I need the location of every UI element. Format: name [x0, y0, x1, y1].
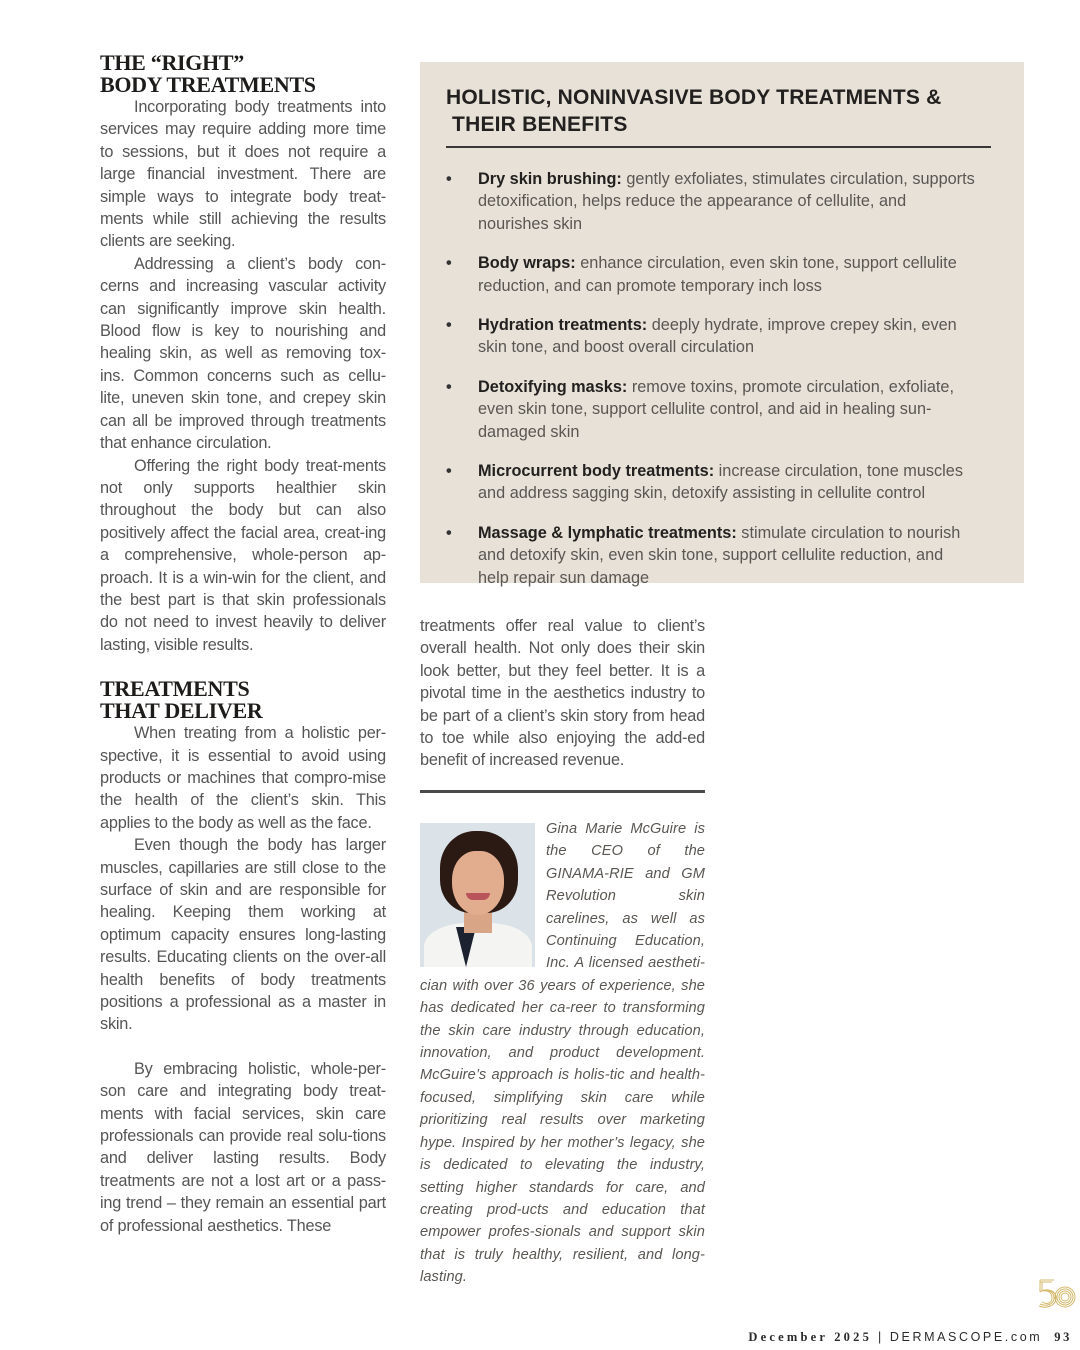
item-term: Microcurrent body treatments:: [478, 462, 715, 481]
heading-line: THAT DELIVER: [100, 698, 263, 724]
body-paragraph: Even though the body has larger muscles, capillaries are still close to the surface of skin and are responsible for healing. Keeping them working at optimum capacity ensures long-lasting results. Educating clients on the over-all health benefits of body treatments positions a professional as a master in skin.: [100, 836, 386, 1034]
bullet-icon: •: [446, 170, 452, 188]
benefits-sidebar-box: [420, 62, 1024, 587]
list-item: [446, 460, 998, 505]
sidebar-title: [446, 84, 998, 138]
bullet-icon: •: [446, 377, 452, 396]
item-description: remove toxins, promote circulation, exfoliate, even skin tone, support cellulite control, and aid in healing sun-damaged skin: [478, 377, 954, 441]
footer-separator: |: [878, 1330, 884, 1344]
author-bio-divider: [420, 790, 705, 793]
item-description: gently exfoliates, stimulates circulation, supports detoxification, helps reduce the appearance of cellulite, and nourishes skin: [478, 170, 975, 233]
issue-date: December 2025: [748, 1330, 873, 1344]
author-photo: [420, 823, 535, 967]
bullet-icon: •: [446, 316, 452, 335]
left-column: [100, 52, 386, 1237]
author-bio: [420, 818, 705, 1289]
heading-line: TREATMENTS: [100, 676, 250, 702]
item-term: Dry skin brushing:: [478, 170, 622, 188]
item-term: Hydration treatments:: [478, 316, 648, 335]
item-description: stimulate circulation to nourish and detoxify skin, even skin tone, support cellulite reduction, and help repair sun damage: [478, 523, 961, 587]
item-term: Body wraps:: [478, 254, 576, 273]
body-paragraph: Incorporating body treatments into services may require adding more time to sessions, but it does not require a large financial investment. There are simple ways to integrate body treat-ments while still achieving the results clients are seeking.: [100, 98, 386, 251]
list-item: [446, 168, 998, 235]
item-description: increase circulation, tone muscles and address sagging skin, detoxify assisting in cellulite control: [478, 462, 963, 503]
item-term: Massage & lymphatic treatments:: [478, 523, 737, 542]
item-term: Detoxifying masks:: [478, 377, 628, 396]
body-paragraph: treatments offer real value to client’s overall health. Not only does their skin look better, but they feel better. It is a pivotal time in the aesthetics industry to be part of a client’s skin story from head to toe while also enjoying the add-ed benefit of increased revenue.: [420, 617, 705, 770]
page-number: 93: [1054, 1330, 1072, 1344]
benefits-list: [446, 168, 998, 589]
sidebar-title-line: HOLISTIC, NONINVASIVE BODY TREATMENTS &: [446, 86, 942, 109]
item-description: enhance circulation, even skin tone, support cellulite reduction, and can promote temporary inch loss: [478, 254, 957, 295]
heading-line: THE “RIGHT”: [100, 50, 245, 75]
item-description: deeply hydrate, improve crepey skin, even skin tone, and boost overall circulation: [478, 316, 957, 357]
sidebar-title-line: THEIR BENEFITS: [452, 113, 628, 136]
bullet-icon: •: [446, 462, 452, 481]
section-heading-treatments-that-deliver: [100, 678, 386, 722]
list-item: [446, 314, 998, 359]
list-item: [446, 522, 998, 589]
page-footer: [748, 1330, 1072, 1345]
body-paragraph: By embracing holistic, whole-per-son care and integrating body treat-ments with facial services, skin care professionals can provide real solu-tions and deliver lasting results. Body treatments are not a lost art or a pass-ing trend – they remain an essential part of professional aesthetics. These: [100, 1059, 386, 1235]
body-paragraph: When treating from a holistic per-spective, it is essential to avoid using products or machines that compro-mise the health of the client’s skin. This applies to the body as well as the face.: [100, 724, 386, 832]
body-paragraph: Offering the right body treat-ments not only supports healthier skin throughout the body but can also positively affect the facial area, creat-ing a comprehensive, whole-person ap-proach. It is a win-win for the client, and the best part is that skin professionals do not need to invest heavily to deliver lasting, visible results.: [100, 456, 386, 654]
section-heading-right-body-treatments: [100, 52, 386, 96]
site-name: DERMASCOPE.com: [889, 1330, 1043, 1344]
list-item: [446, 252, 998, 297]
bullet-icon: •: [446, 254, 452, 273]
sidebar-divider: [446, 146, 991, 148]
list-item: [446, 376, 998, 443]
body-paragraph: Addressing a client’s body con-cerns and increasing vascular activity can significantly improve skin health. Blood flow is key to nourishing and healing skin, as well as removing tox-ins. Common concerns such as cellu-lite, uneven skin tone, and crepey skin can all be improved through treatments that enhance circulation.: [100, 254, 386, 453]
heading-line: BODY TREATMENTS: [100, 72, 316, 97]
bullet-icon: •: [446, 523, 452, 542]
middle-column: [420, 615, 705, 772]
50th-anniversary-logo-icon: [1036, 1278, 1076, 1310]
author-bio-text: Gina Marie McGuire is the CEO of the GINAMA-RIE and GM Revolution skin carelines, as well as Continuing Education, Inc. A licensed aestheti-cian with over 36 years of experience, she has dedicated her ca-reer to transforming the skin care industry through education, innovation, and product development. McGuire’s approach is holis-tic and health-focused, simplifying skin care while prioritizing real results over marketing hype. Inspired by her mother’s legacy, she is dedicated to elevating the industry, setting higher standards for care, and creating prod-ucts and education that empower profes-sionals and support skin that is truly healthy, resilient, and long-lasting.: [420, 821, 705, 1286]
